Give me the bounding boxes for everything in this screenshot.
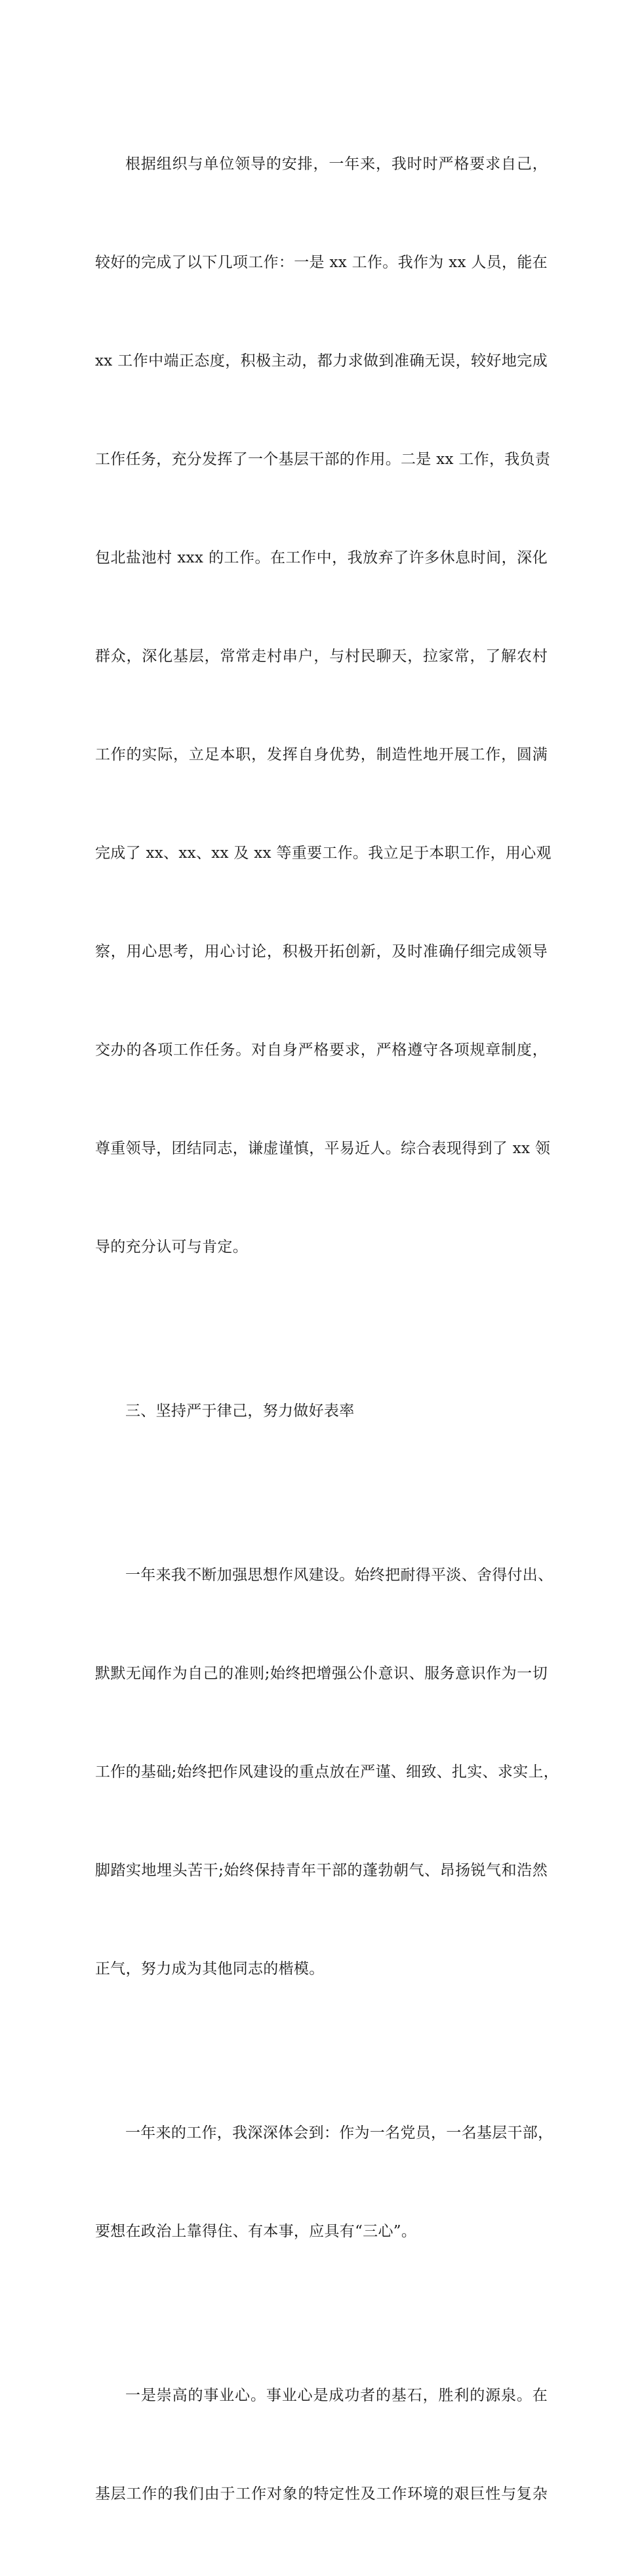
text-line: 包北盐池村 xxx 的工作。在工作中，我放弃了许多休息时间，深化	[95, 549, 548, 566]
text-line: 工作任务，充分发挥了一个基层干部的作用。二是 xx 工作，我负责	[95, 451, 551, 468]
paragraph-style-building	[95, 1493, 559, 2051]
text-line: 要想在政治上靠得住、有本事，应具有“三心”。	[95, 2223, 417, 2240]
text-line: 工作的基础;始终把作风建设的重点放在严谨、细致、扎实、求实上，	[95, 1763, 559, 1781]
text-line: 完成了 xx、xx、xx 及 xx 等重要工作。我立足于本职工作，用心观	[95, 845, 552, 862]
text-line: 察，用心思考，用心讨论，积极开拓创新，及时准确仔细完成领导	[95, 943, 548, 960]
text-line: 较好的完成了以下几项工作：一是 xx 工作。我作为 xx 人员，能在	[95, 254, 548, 271]
text-line: 根据组织与单位领导的安排，一年来，我时时严格要求自己，	[125, 156, 548, 173]
paragraph-dedication	[95, 2313, 548, 2576]
text-line: 交办的各项工作任务。对自身严格要求，严格遵守各项规章制度，	[95, 1042, 548, 1059]
text-line: 一是崇高的事业心。事业心是成功者的基石，胜利的源泉。在	[125, 2387, 548, 2404]
section-heading	[95, 1329, 548, 1493]
text-line: 基层工作的我们由于工作对象的特定性及工作环境的艰巨性与复杂	[95, 2485, 548, 2502]
text-line: 导的充分认可与肯定。	[95, 1238, 248, 1256]
text-line: 脚踏实地埋头苦干;始终保持青年干部的蓬勃朝气、昂扬锐气和浩然	[95, 1862, 548, 1879]
text-line: xx 工作中端正态度，积极主动，都力求做到准确无误，较好地完成	[95, 352, 548, 370]
heading-line: 三、坚持严于律己，努力做好表率	[125, 1403, 355, 1420]
text-line: 默默无闻作为自己的准则;始终把增强公仆意识、服务意识作为一切	[95, 1665, 548, 1682]
text-line: 一年来的工作，我深深体会到：作为一名党员，一名基层干部，	[125, 2124, 553, 2142]
text-line: 正气，努力成为其他同志的楷模。	[95, 1960, 325, 1977]
document-body	[95, 82, 559, 2576]
paragraph-work-summary	[95, 82, 552, 1329]
text-line: 群众，深化基层，常常走村串户，与村民聊天，拉家常，了解农村	[95, 648, 548, 665]
text-line: 一年来我不断加强思想作风建设。始终把耐得平淡、舍得付出、	[125, 1567, 553, 1584]
paragraph-reflection	[95, 2051, 553, 2313]
text-line: 工作的实际，立足本职，发挥自身优势，制造性地开展工作，圆满	[95, 746, 548, 763]
text-line: 尊重领导，团结同志，谦虚谨慎，平易近人。综合表现得到了 xx 领	[95, 1140, 551, 1157]
